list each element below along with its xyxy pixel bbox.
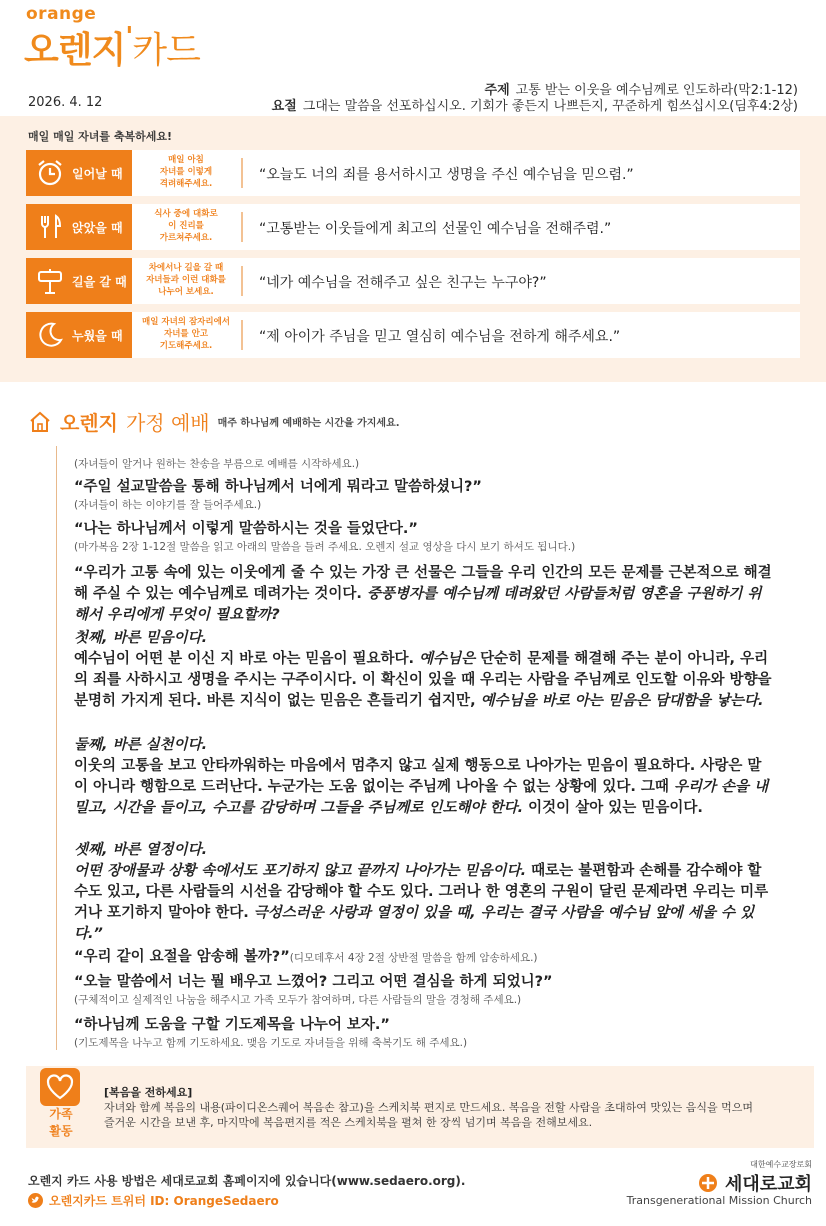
point-1-text-2: 단순히 문제를 해결해 주는 분이 아니라, 우리의 죄를 사하시고 생명을 주시는 구주이시다. 이 확신이 있을 때 우리는 사람을 주님께로 인도할 이유와 방향을 분명히 가지게 된다. 바른 지식이 없는 믿음은 흔들리기 쉽지만, bbox=[74, 651, 772, 709]
point-3-emphasis-2: 극성스러운 사랑과 열정이 있을 때, 우리는 결국 사람을 예수님 앞에 세울 수 있다.” bbox=[74, 905, 755, 942]
bless-row-label: 앉았을 때 bbox=[72, 220, 123, 235]
point-2-heading: 둘째, 바른 실천이다. bbox=[74, 737, 208, 753]
verse-line bbox=[272, 95, 798, 114]
point-1-heading: 첫째, 바른 믿음이다. bbox=[74, 630, 208, 646]
point-2-text-2: 이것이 살아 있는 믿음이다. bbox=[523, 800, 703, 816]
family-text: 자녀와 함께 복음의 내용(파이디온스퀘어 복음손 참고)을 스케치북 편지로 만드세요. 복음을 전할 사람을 초대하여 맛있는 음식을 먹으며 즐거운 시간을 보낸 후, 마지막에 복음편지를 적은 스케치북을 펼쳐 한 장씩 넘기며 복음을 전해보세요. bbox=[104, 1101, 753, 1129]
worship-intro: (자녀들이 알거나 원하는 찬송을 부름으로 예배를 시작하세요.) bbox=[74, 458, 360, 470]
bless-row-note: 매일 자녀의 잠자리에서 자녀를 안고 기도해주세요. bbox=[141, 317, 231, 351]
family-badge bbox=[40, 1068, 80, 1106]
question-5-note: (기도제목을 나누고 함께 기도하세요. 맺음 기도로 자녀들을 위해 축복기도 해 주세요.) bbox=[74, 1037, 468, 1049]
point-1-text: 예수님이 어떤 분 이신 지 바로 아는 믿음이 필요하다. bbox=[74, 651, 420, 667]
bless-row-quote: “제 아이가 주님을 믿고 열심히 예수님을 전하게 해주세요.” bbox=[259, 329, 621, 345]
church-logo-icon bbox=[697, 1173, 719, 1193]
usage-info: 오렌지 카드 사용 방법은 세대로교회 홈페이지에 있습니다(www.sedaero.org). bbox=[28, 1174, 466, 1188]
brand-main: 오렌지 bbox=[24, 30, 126, 71]
point-1-emphasis-2: 예수님을 바로 아는 믿음은 담대함을 낳는다. bbox=[480, 693, 764, 709]
theme-text: 고통 받는 이웃을 예수님께로 인도하라(막2:1-12) bbox=[515, 83, 798, 98]
worship-subtitle: 매주 하나님께 예배하는 시간을 가지세요. bbox=[217, 418, 400, 429]
bless-row-walk bbox=[26, 258, 800, 304]
church-logo bbox=[697, 1170, 812, 1196]
worship-guide-line bbox=[56, 446, 57, 1050]
brand-card: 카드 bbox=[132, 30, 200, 71]
bless-row-wake bbox=[26, 150, 800, 196]
question-3: “우리 같이 요절을 암송해 볼까?” bbox=[74, 949, 290, 965]
point-3-body bbox=[74, 861, 774, 945]
twitter-icon bbox=[28, 1193, 43, 1208]
twitter-line[interactable] bbox=[28, 1192, 279, 1209]
divider bbox=[241, 212, 243, 242]
point-3-emphasis: 어떤 장애물과 상황 속에서도 포기하지 않고 끝까지 나아가는 믿음이다. bbox=[74, 863, 527, 879]
point-2-emphasis: 우리가 손을 내밀고, 시간을 들이고, 수고를 감당하며 그들을 주님께로 인도해야 한다. bbox=[74, 779, 769, 816]
bless-row-header bbox=[26, 204, 132, 250]
worship-title-bold: 오렌지 bbox=[60, 411, 118, 435]
point-2-body bbox=[74, 756, 774, 819]
house-icon bbox=[28, 410, 52, 434]
question-5: “하나님께 도움을 구할 기도제목을 나누어 보자.” bbox=[74, 1017, 390, 1033]
heart-icon bbox=[46, 1074, 74, 1100]
theme-label: 주제 bbox=[484, 83, 510, 98]
sermon-intro-text: “우리가 고통 속에 있는 이웃에게 줄 수 있는 가장 큰 선물은 그들을 우리 인간의 모든 문제를 근본적으로 해결해 주실 수 있는 예수님께로 데려가는 것이다. bbox=[74, 565, 772, 602]
question-4: “오늘 말씀에서 너는 뭘 배우고 느꼈어? 그리고 어떤 결심을 하게 되었니?” bbox=[74, 974, 553, 990]
church-english-name: Transgenerational Mission Church bbox=[626, 1194, 812, 1207]
family-label: 가족 활동 bbox=[49, 1107, 73, 1138]
point-1-body bbox=[74, 649, 774, 712]
worship-title-rest: 가정 예배 bbox=[125, 411, 210, 435]
point-3-text: 때로는 불편함과 손해를 감수해야 할 수도 있고, 다른 사람들의 시선을 감당해야 할 수도 있다. 그러나 한 영혼의 구원이 달린 문제라면 우리는 미루거나 포기하지 말아야 한다. bbox=[74, 863, 769, 921]
question-4-note: (구체적이고 실제적인 나눔을 해주시고 가족 모두가 참여하며, 다른 사람들의 말을 경청해 주세요.) bbox=[74, 994, 522, 1006]
bless-row-quote: “오늘도 너의 죄를 용서하시고 생명을 주신 예수님을 믿으렴.” bbox=[259, 167, 634, 183]
point-1-emphasis: 예수님은 bbox=[419, 651, 476, 667]
bless-row-note: 매일 아침 자녀를 이렇게 격려해주세요. bbox=[159, 155, 213, 189]
question-2: “나는 하나님께서 이렇게 말씀하시는 것을 들었단다.” bbox=[74, 521, 418, 537]
alarm-clock-icon bbox=[36, 159, 64, 187]
question-2-note: (마가복음 2장 1-12절 말씀을 읽고 아래의 말씀을 들려 주세요. 오렌지 설교 영상을 다시 보기 하셔도 됩니다.) bbox=[74, 541, 576, 553]
bless-row-note: 식사 중에 대화로 이 진리를 가르쳐주세요. bbox=[154, 209, 218, 243]
verse-text: 그대는 말씀을 선포하십시오. 기회가 좋든지 나쁘든지, 꾸준하게 힘쓰십시오(딤후4:2상) bbox=[302, 99, 798, 114]
sermon-intro bbox=[74, 563, 774, 626]
question-3-note: (디모데후서 4장 2절 상반절 말씀을 함께 암송하세요.) bbox=[289, 952, 538, 964]
divider bbox=[241, 158, 243, 188]
bless-row-label: 누웠을 때 bbox=[72, 328, 123, 343]
worship-title bbox=[28, 407, 400, 436]
twitter-id: 오렌지카드 트위터 ID: OrangeSedaero bbox=[49, 1194, 279, 1208]
bless-row-label: 일어날 때 bbox=[72, 166, 123, 181]
bless-row-label: 길을 갈 때 bbox=[72, 274, 127, 289]
date: 2026. 4. 12 bbox=[28, 95, 103, 110]
bless-row-header bbox=[26, 312, 132, 358]
fork-knife-icon bbox=[36, 213, 64, 241]
bless-row-note: 차에서나 길을 갈 때 자녀들과 이런 대화를 나누어 보세요. bbox=[146, 263, 226, 297]
sermon-intro-emphasis: 중풍병자를 예수님께 데려왔던 사람들처럼 영혼을 구원하기 위해서 우리에게 무엇이 필요할까? bbox=[74, 586, 762, 623]
signpost-icon bbox=[36, 267, 64, 295]
bless-row-header bbox=[26, 150, 132, 196]
moon-icon bbox=[36, 321, 64, 349]
question-1-note: (자녀들이 하는 이야기를 잘 들어주세요.) bbox=[74, 499, 262, 511]
church-denomination: 대한예수교장로회 bbox=[750, 1160, 812, 1169]
bless-title: 매일 매일 자녀를 축복하세요! bbox=[28, 130, 173, 143]
family-title: [복음을 전하세요] bbox=[104, 1086, 193, 1099]
brand-logo: 오렌지'카드 bbox=[24, 22, 200, 71]
point-2-text: 이웃의 고통을 보고 안타까워하는 마음에서 멈추지 않고 실제 행동으로 나아가는 믿음이 필요하다. 사랑은 말이 아니라 행함으로 드러난다. 누군가는 도움 없이는 주님께 나아올 수 없는 상황에 있다. 그때 bbox=[74, 758, 762, 795]
question-3-line bbox=[74, 946, 774, 967]
church-name: 세대로교회 bbox=[725, 1174, 812, 1195]
bless-row-quote: “고통받는 이웃들에게 최고의 선물인 예수님을 전해주렴.” bbox=[259, 221, 612, 237]
divider bbox=[241, 266, 243, 296]
bless-row-sit bbox=[26, 204, 800, 250]
bless-row-sleep bbox=[26, 312, 800, 358]
divider bbox=[241, 320, 243, 350]
question-1: “주일 설교말씀을 통해 하나님께서 너에게 뭐라고 말씀하셨니?” bbox=[74, 479, 482, 495]
point-3-heading: 셋째, 바른 열정이다. bbox=[74, 842, 208, 858]
bless-row-header bbox=[26, 258, 132, 304]
brand-small: orange bbox=[26, 4, 97, 24]
bless-row-quote: “네가 예수님을 전해주고 싶은 친구는 누구야?” bbox=[259, 275, 547, 291]
verse-label: 요절 bbox=[271, 99, 297, 114]
